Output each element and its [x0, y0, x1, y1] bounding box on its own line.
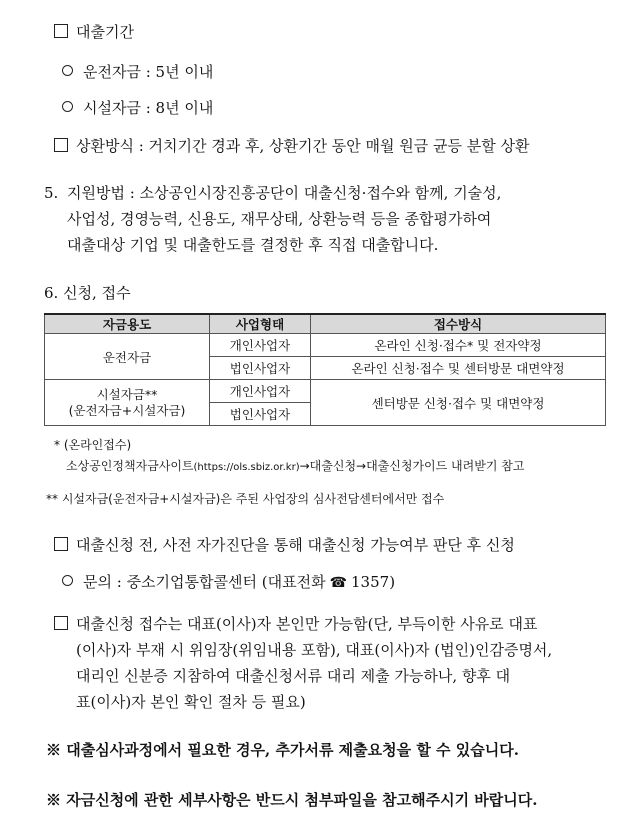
- checkbox-square-icon: [54, 616, 68, 630]
- fund-use-cell: 운전자금: [45, 334, 210, 380]
- circle-bullet-icon: [62, 101, 73, 112]
- online-note-path: 소상공인정책자금사이트(https://ols.sbiz.or.kr)→대출신청→대출신청가이드 내려받기 참고: [66, 459, 525, 473]
- section5-line-1: 지원방법 : 소상공인시장진흥공단이 대출신청·접수와 함께, 기술성,: [67, 184, 502, 202]
- table-header: 자금용도: [45, 314, 210, 334]
- facility-note: ** 시설자금(운전자금+시설자금)은 주된 사업장의 심사전담센터에서만 접수: [46, 492, 445, 506]
- representative-line-1: 대출신청 접수는 대표(이사)자 본인만 가능함(단, 부득이한 사유로 대표: [54, 614, 537, 634]
- business-type-cell: 법인사업자: [210, 357, 311, 380]
- table-header: 사업형태: [210, 314, 311, 334]
- table-row: [45, 380, 606, 403]
- facility-label-1: 시설자금**: [96, 386, 158, 402]
- method-cell: 온라인 신청·접수 및 센터방문 대면약정: [311, 357, 606, 380]
- section5-number: 5.: [44, 184, 59, 202]
- self-check: 대출신청 전, 사전 자가진단을 통해 대출신청 가능여부 판단 후 신청: [54, 535, 515, 555]
- notice-additional-documents: ※ 대출심사과정에서 필요한 경우, 추가서류 제출요청을 할 수 있습니다.: [46, 741, 519, 759]
- circle-bullet-icon: [62, 575, 73, 586]
- checkbox-square-icon: [54, 24, 68, 38]
- section5-line-3: 대출대상 기업 및 대출한도를 결정한 후 직접 대출합니다.: [67, 236, 439, 254]
- notice-attachment: ※ 자금신청에 관한 세부사항은 반드시 첨부파일을 참고해주시기 바랍니다.: [46, 791, 538, 809]
- fund-use-cell: [45, 380, 210, 426]
- table-header: 접수방식: [311, 314, 606, 334]
- circle-bullet-icon: [62, 65, 73, 76]
- facility-label-2: (운전자금+시설자금): [68, 402, 186, 418]
- representative-line-3: 대리인 신분증 지참하여 대출신청서류 대리 제출 가능하나, 향후 대: [76, 667, 511, 685]
- representative-line-2: (이사)자 부재 시 위임장(위임내용 포함), 대표(이사)자 (법인)인감증명서,: [76, 641, 553, 659]
- online-url-link[interactable]: (https://ols.sbiz.or.kr): [193, 462, 300, 473]
- inquiry: 문의 : 중소기업통합콜센터 (대표전화 ☎ 1357): [62, 572, 395, 593]
- loan-period-operating: 운전자금 : 5년 이내: [62, 62, 213, 82]
- method-cell: 온라인 신청·접수* 및 전자약정: [311, 334, 606, 357]
- loan-period-facility: 시설자금 : 8년 이내: [62, 98, 213, 118]
- checkbox-square-icon: [54, 138, 68, 152]
- representative-line-4: 표(이사)자 본인 확인 절차 등 필요): [76, 693, 306, 711]
- phone-icon: ☎: [329, 575, 348, 591]
- checkbox-square-icon: [54, 537, 68, 551]
- repayment-method: 상환방식 : 거치기간 경과 후, 상환기간 동안 매월 원금 균등 분할 상환: [54, 136, 530, 156]
- business-type-cell: 개인사업자: [210, 334, 311, 357]
- section6-title: 6. 신청, 접수: [44, 284, 131, 302]
- table-row: [45, 334, 606, 357]
- section5-line-2: 사업성, 경영능력, 신용도, 재무상태, 상환능력 등을 종합평가하여: [67, 210, 492, 228]
- application-table: [44, 313, 606, 426]
- method-cell: 센터방문 신청·접수 및 대면약정: [311, 380, 606, 426]
- business-type-cell: 법인사업자: [210, 403, 311, 426]
- online-note-title: * (온라인접수): [54, 438, 132, 452]
- loan-period-heading: 대출기간: [54, 22, 134, 42]
- business-type-cell: 개인사업자: [210, 380, 311, 403]
